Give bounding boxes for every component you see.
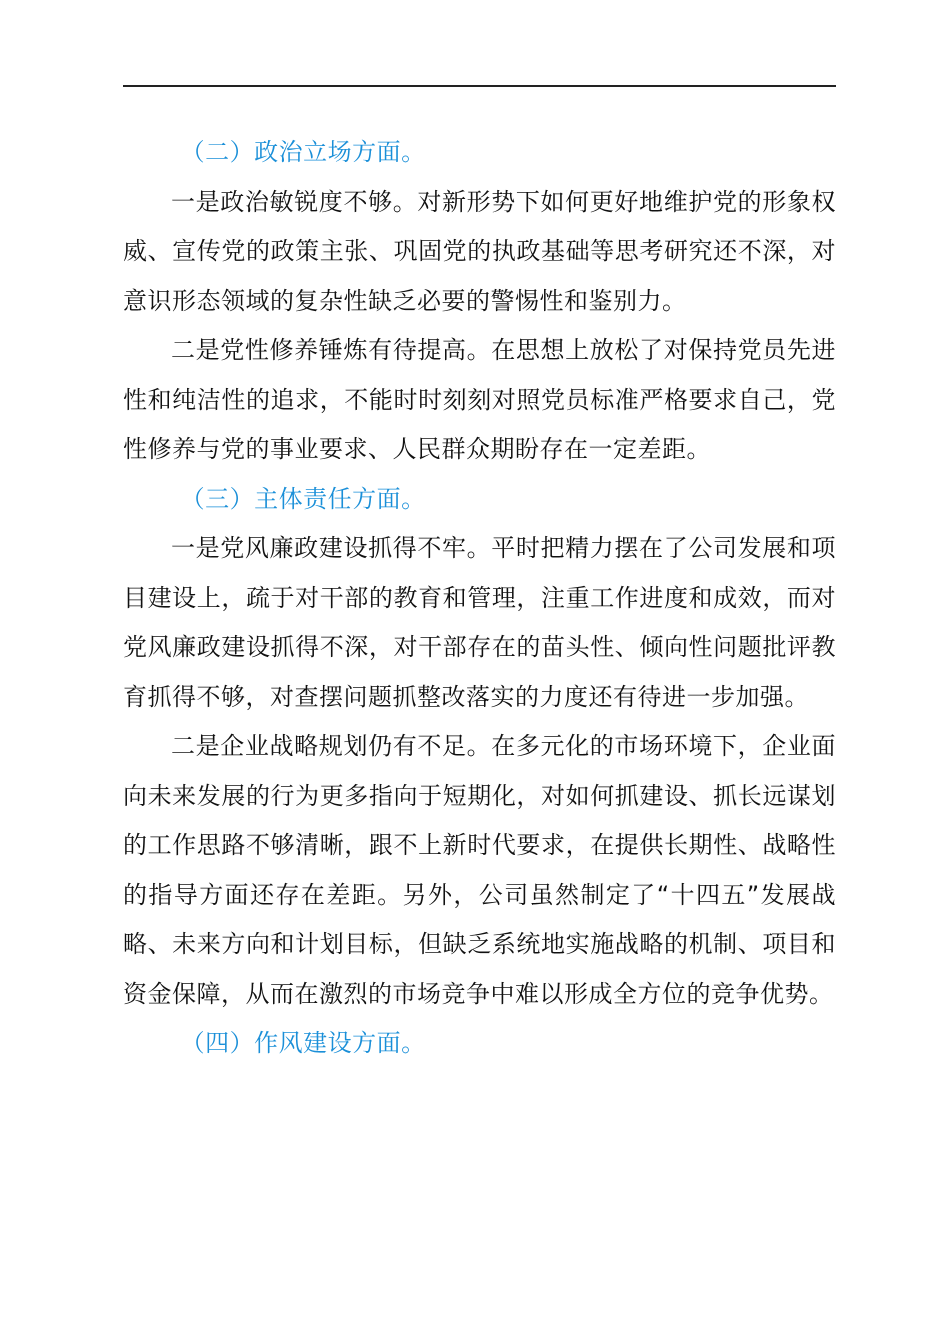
header-rule — [123, 85, 836, 87]
document-body — [123, 128, 836, 1069]
paragraph-strategic-planning: 二是企业战略规划仍有不足。在多元化的市场环境下，企业面向未来发展的行为更多指向于短期化，对如何抓建设、抓长远谋划的工作思路不够清晰，跟不上新时代要求，在提供长期性、战略性的指导方面还存在差距。另外，公司虽然制定了“十四五”发展战略、未来方向和计划目标，但缺乏系统地实施战略的机制、项目和资金保障，从而在激烈的市场竞争中难以形成全方位的竞争优势。 — [123, 732, 836, 1008]
paragraph-party-spirit: 二是党性修养锤炼有待提高。在思想上放松了对保持党员先进性和纯洁性的追求，不能时时刻刻对照党员标准严格要求自己，党性修养与党的事业要求、人民群众期盼存在一定差距。 — [123, 336, 836, 463]
section-heading-political-stance: （二）政治立场方面。 — [180, 138, 426, 166]
paragraph-clean-governance: 一是党风廉政建设抓得不牢。平时把精力摆在了公司发展和项目建设上，疏于对干部的教育和管理，注重工作进度和成效，而对党风廉政建设抓得不深，对干部存在的苗头性、倾向性问题批评教育抓得不够，对查摆问题抓整改落实的力度还有待进一步加强。 — [123, 534, 836, 711]
section-heading-main-responsibility: （三）主体责任方面。 — [180, 484, 426, 513]
paragraph-political-sensitivity: 一是政治敏锐度不够。对新形势下如何更好地维护党的形象权威、宣传党的政策主张、巩固党的执政基础等思考研究还不深，对意识形态领域的复杂性缺乏必要的警惕性和鉴别力。 — [123, 187, 836, 315]
section-heading-work-style: （四）作风建设方面。 — [180, 1029, 426, 1057]
